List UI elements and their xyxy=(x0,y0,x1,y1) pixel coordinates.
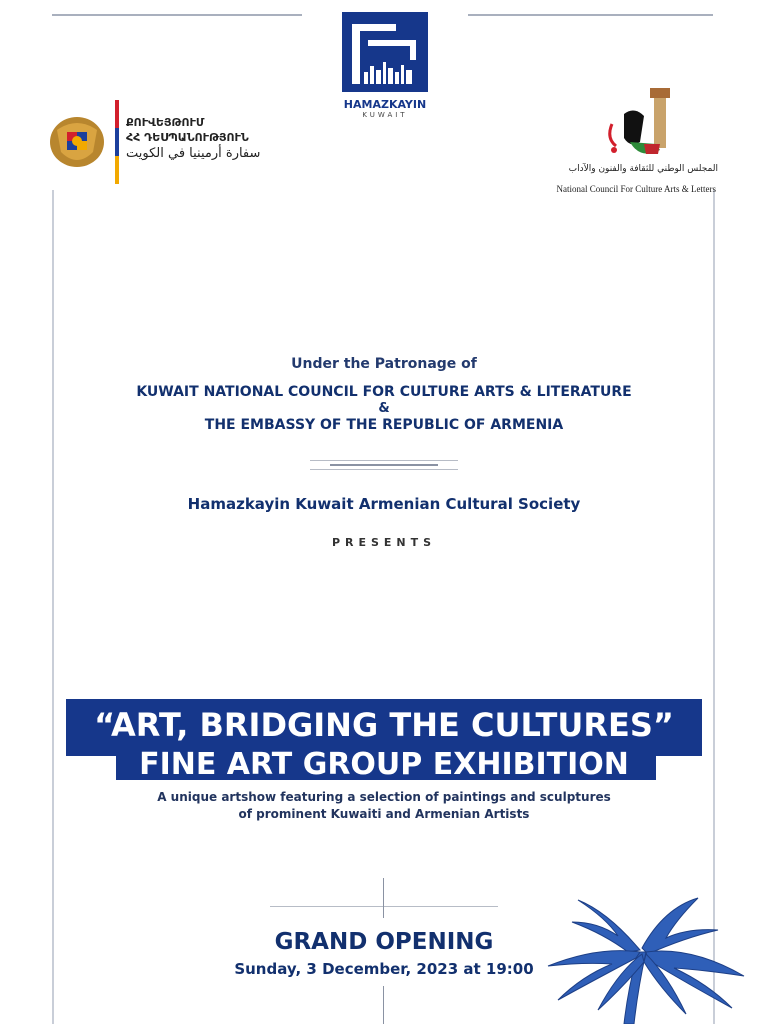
embassy-armenian-line2: ՀՀ ԴԵՍՊԱՆՈՒԹՅՈՒՆ xyxy=(126,131,249,144)
embassy-text xyxy=(126,116,260,161)
exhibition-description-line1: A unique artshow featuring a selection of paintings and sculptures xyxy=(157,790,611,804)
presents-label: PRESENTS xyxy=(331,536,437,549)
grand-opening-title: GRAND OPENING xyxy=(274,929,494,955)
exhibition-description-line2: of prominent Kuwaiti and Armenian Artists xyxy=(238,807,530,821)
frame-left-line xyxy=(52,190,54,1024)
society-name: Hamazkayin Kuwait Armenian Cultural Society xyxy=(187,495,581,513)
header-line-left xyxy=(52,14,302,16)
armenian-coat-of-arms-icon xyxy=(47,112,107,172)
header-line-right xyxy=(468,14,713,16)
divider xyxy=(310,458,458,470)
hamazkayin-logo-icon xyxy=(340,10,430,94)
opening-divider-top-tick xyxy=(383,878,384,918)
hamazkayin-logo xyxy=(340,10,430,122)
patronage-intro: Under the Patronage of xyxy=(291,356,477,372)
hamazkayin-logo-name: HAMAZKAYIN xyxy=(343,98,427,111)
embassy-arabic-line: سفارة أرمينيا في الكويت xyxy=(126,146,261,161)
armenian-flag-bar xyxy=(115,100,119,184)
exhibition-title: “ART, BRIDGING THE CULTURES” xyxy=(94,706,674,744)
national-council-logo-icon xyxy=(600,84,680,162)
exhibition-subtitle: FINE ART GROUP EXHIBITION xyxy=(139,747,629,782)
opening-divider-bottom-tick xyxy=(383,986,384,1024)
hamazkayin-logo-sub: KUWAIT xyxy=(362,111,408,119)
patronage-line1: KUWAIT NATIONAL COUNCIL FOR CULTURE ARTS & LITERATURE xyxy=(136,384,632,400)
patronage-ampersand: & xyxy=(378,401,390,416)
council-english-name: National Council For Culture Arts & Letters xyxy=(556,184,716,194)
grand-opening-date: Sunday, 3 December, 2023 at 19:00 xyxy=(234,960,534,978)
opening-divider-top xyxy=(270,906,498,907)
embassy-armenian-line1: ՔՈՒՎԵՅԹՈՒՄ xyxy=(126,116,205,129)
council-arabic-name: المجلس الوطني للثقافة والفنون والآداب xyxy=(568,164,718,174)
patronage-line2: THE EMBASSY OF THE REPUBLIC OF ARMENIA xyxy=(204,417,564,433)
palm-tree-icon xyxy=(528,892,764,1024)
